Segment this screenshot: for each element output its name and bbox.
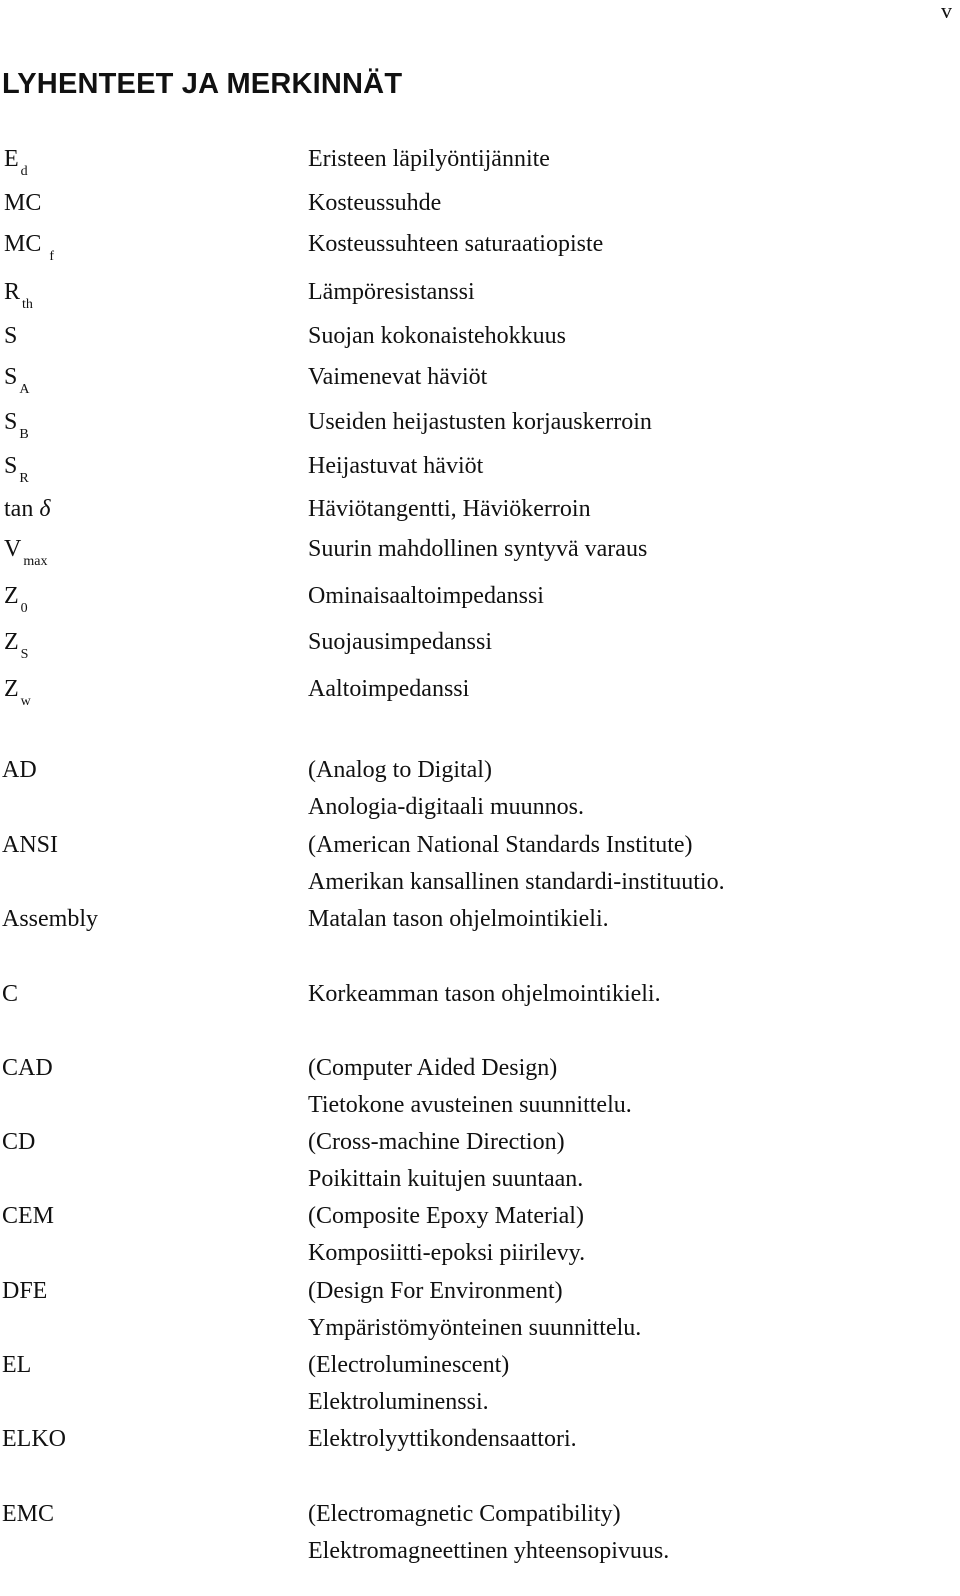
symbol-subscript: R xyxy=(19,471,29,486)
symbol-base: S xyxy=(4,453,18,479)
abbreviation-expansion: (Cross-machine Direction) xyxy=(308,1129,565,1155)
symbol-term xyxy=(4,453,29,486)
symbol-term xyxy=(4,536,48,569)
symbol-subscript: th xyxy=(22,297,33,312)
abbreviation-term: EL xyxy=(2,1352,32,1378)
symbol-base: E xyxy=(4,146,19,172)
symbol-term xyxy=(4,146,28,179)
symbol-term xyxy=(4,323,17,350)
abbreviation-term: EMC xyxy=(2,1501,55,1527)
abbreviation-expansion: (Electromagnetic Compatibility) xyxy=(308,1501,621,1527)
section-title: LYHENTEET JA MERKINNÄT xyxy=(2,68,403,100)
symbol-description: Häviötangentti, Häviökerroin xyxy=(308,496,591,522)
symbol-subscript: f xyxy=(49,249,55,264)
abbreviation-expansion: Korkeamman tason ohjelmointikieli. xyxy=(308,981,661,1007)
abbreviation-term: CD xyxy=(2,1129,36,1155)
symbol-base: Z xyxy=(4,629,19,655)
symbol-base: S xyxy=(4,409,18,435)
symbol-description: Useiden heijastusten korjauskerroin xyxy=(308,409,652,435)
abbreviation-description: Komposiitti-epoksi piirilevy. xyxy=(308,1240,586,1266)
symbol-base: tan xyxy=(4,496,34,522)
symbol-description: Ominaisaaltoimpedanssi xyxy=(308,583,544,609)
symbol-term xyxy=(4,190,41,217)
symbol-greek: δ xyxy=(33,496,51,522)
symbol-description: Suurin mahdollinen syntyvä varaus xyxy=(308,536,648,562)
abbreviation-expansion: (Composite Epoxy Material) xyxy=(308,1203,584,1229)
symbol-subscript: w xyxy=(20,694,31,709)
abbreviation-expansion: (Analog to Digital) xyxy=(308,757,492,783)
symbol-description: Eristeen läpilyöntijännite xyxy=(308,146,550,172)
abbreviation-expansion: (Computer Aided Design) xyxy=(308,1055,558,1081)
abbreviation-term: AD xyxy=(2,757,37,783)
symbol-description: Suojausimpedanssi xyxy=(308,629,492,655)
symbol-description: Vaimenevat häviöt xyxy=(308,364,488,390)
abbreviation-term: ELKO xyxy=(2,1426,66,1452)
symbol-base: Z xyxy=(4,676,19,702)
abbreviation-description: Tietokone avusteinen suunnittelu. xyxy=(308,1092,632,1118)
symbol-base: S xyxy=(4,323,18,349)
symbol-description: Heijastuvat häviöt xyxy=(308,453,484,479)
symbol-description: Lämpöresistanssi xyxy=(308,279,475,305)
abbreviation-expansion: (Design For Environment) xyxy=(308,1278,563,1304)
symbol-term xyxy=(4,676,31,709)
symbol-subscript: max xyxy=(23,554,48,569)
symbol-term xyxy=(4,409,29,442)
symbol-subscript: B xyxy=(19,427,29,442)
symbol-description: Kosteussuhteen saturaatiopiste xyxy=(308,231,604,257)
abbreviation-description: Anologia-digitaali muunnos. xyxy=(308,794,584,820)
symbol-description: Kosteussuhde xyxy=(308,190,442,216)
abbreviation-term: C xyxy=(2,981,19,1007)
abbreviation-term: CEM xyxy=(2,1203,55,1229)
abbreviation-expansion: (Electroluminescent) xyxy=(308,1352,510,1378)
abbreviation-term: DFE xyxy=(2,1278,48,1304)
symbol-subscript: A xyxy=(19,382,30,397)
symbol-term xyxy=(4,583,28,616)
page-number: v xyxy=(941,0,952,23)
symbol-description: Aaltoimpedanssi xyxy=(308,676,470,702)
abbreviation-description: Amerikan kansallinen standardi-instituutio. xyxy=(308,869,725,895)
abbreviation-description: Elektromagneettinen yhteensopivuus. xyxy=(308,1538,670,1564)
symbol-subscript: d xyxy=(20,164,28,179)
abbreviation-term: CAD xyxy=(2,1055,53,1081)
abbreviation-description: Elektroluminenssi. xyxy=(308,1389,489,1415)
symbol-description: Suojan kokonaistehokkuus xyxy=(308,323,566,349)
abbreviation-description: Ympäristömyönteinen suunnittelu. xyxy=(308,1315,642,1341)
symbol-term xyxy=(4,279,33,312)
abbreviation-term: Assembly xyxy=(2,906,98,932)
abbreviation-expansion: (American National Standards Institute) xyxy=(308,832,693,858)
symbol-base: Z xyxy=(4,583,19,609)
symbol-subscript: S xyxy=(20,647,29,662)
symbol-term xyxy=(4,496,50,523)
symbol-base: R xyxy=(4,279,21,305)
abbreviation-description: Poikittain kuitujen suuntaan. xyxy=(308,1166,584,1192)
symbol-term xyxy=(4,629,29,662)
abbreviation-expansion: Matalan tason ohjelmointikieli. xyxy=(308,906,609,932)
symbol-base: MC xyxy=(4,231,42,257)
symbol-base: S xyxy=(4,364,18,390)
symbol-term xyxy=(4,231,55,264)
abbreviation-term: ANSI xyxy=(2,832,59,858)
symbol-term xyxy=(4,364,30,397)
abbreviation-expansion: Elektrolyyttikondensaattori. xyxy=(308,1426,577,1452)
symbol-subscript: 0 xyxy=(20,601,28,616)
symbol-base: MC xyxy=(4,190,42,216)
symbol-base: V xyxy=(4,536,22,562)
